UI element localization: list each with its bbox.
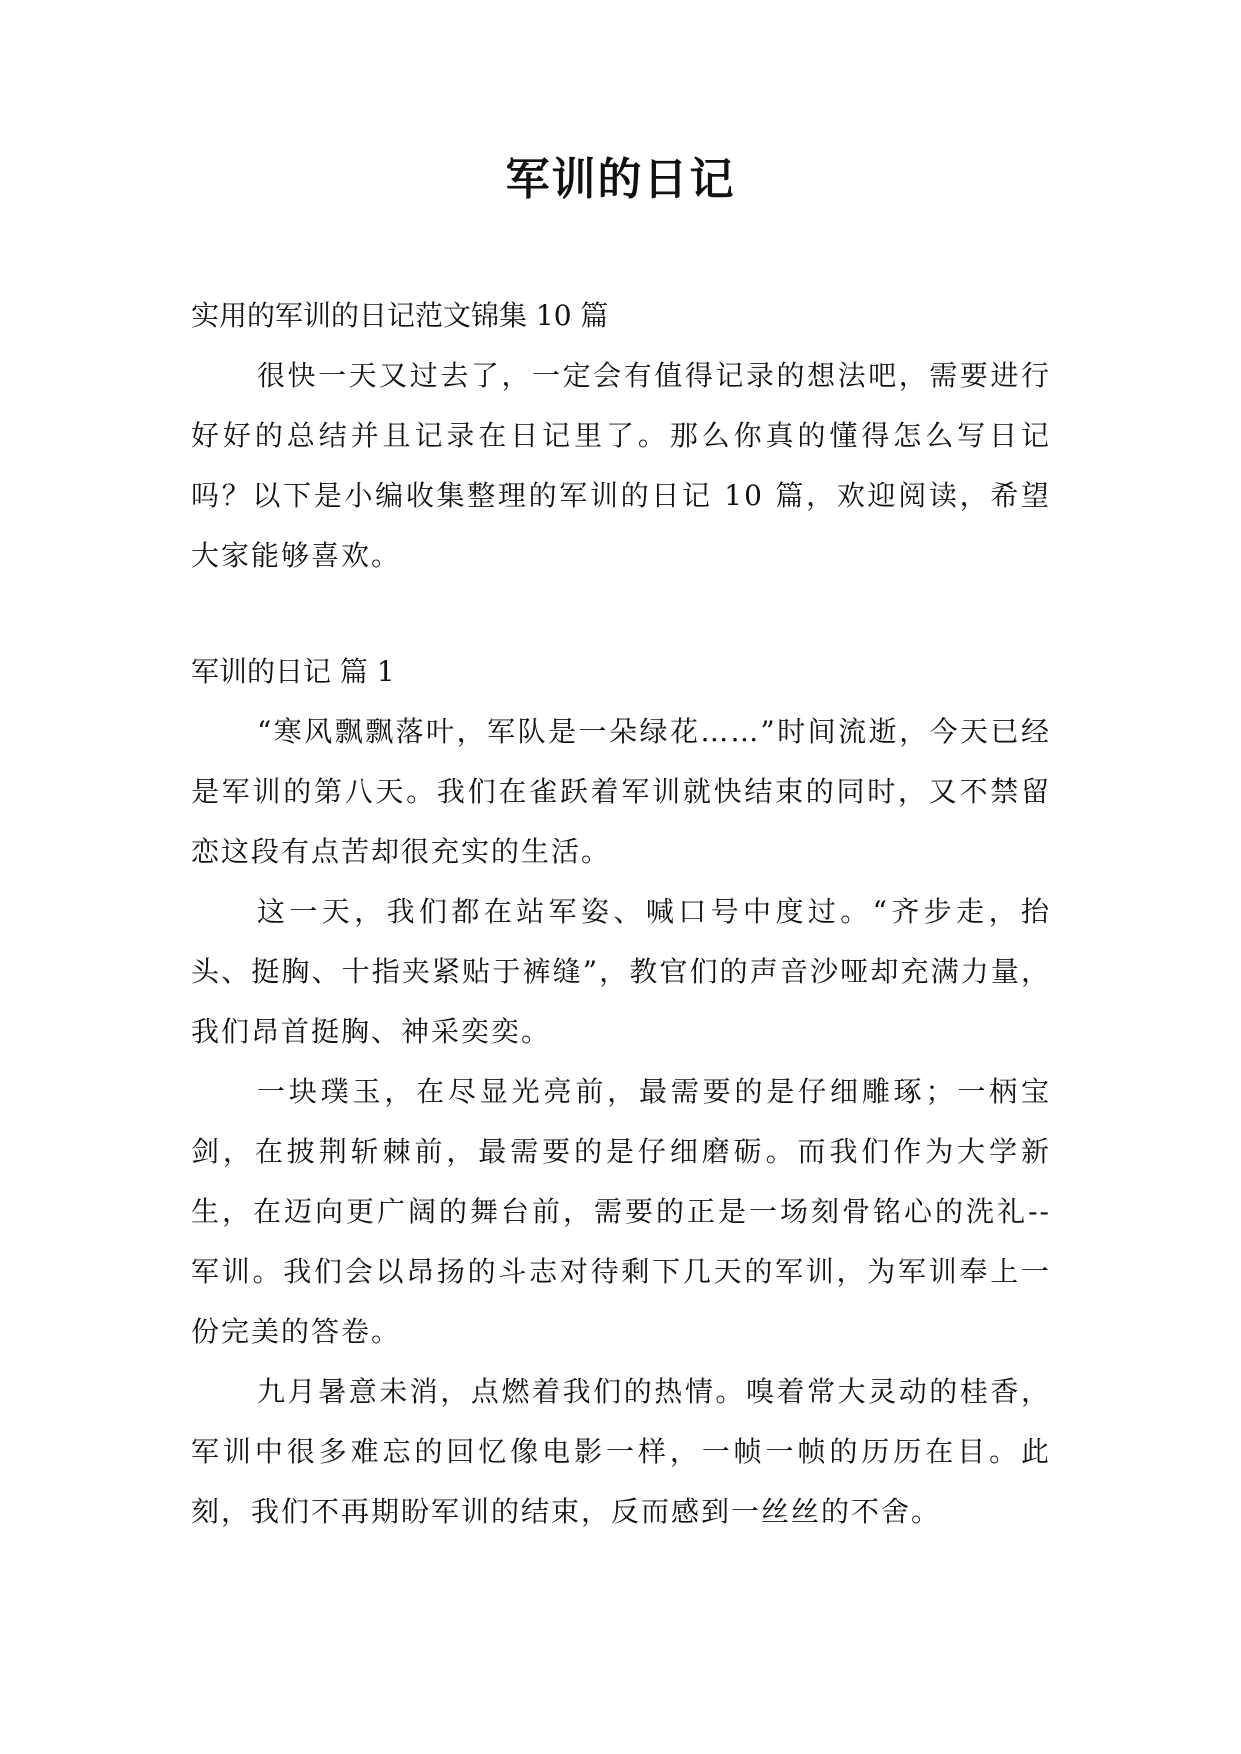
section-heading: 军训的日记 篇 1 [191,655,395,688]
body-paragraph-2: 这一天，我们都在站军姿、喊口号中度过。“齐步走，抬头、挺胸、十指夹紧贴于裤缝”，教官们的声音沙哑却充满力量，我们昂首挺胸、神采奕奕。 [191,895,1051,1048]
document-body [191,286,1051,1542]
body-paragraph-1: “寒风飘飘落叶，军队是一朵绿花……”时间流逝，今天已经是军训的第八天。我们在雀跃着军训就快结束的同时，又不禁留恋这段有点苦却很充实的生活。 [191,715,1051,868]
intro-paragraph: 很快一天又过去了，一定会有值得记录的想法吧，需要进行好好的总结并且记录在日记里了。那么你真的懂得怎么写日记吗？以下是小编收集整理的军训的日记 10 篇，欢迎阅读，希望大家能够喜欢。 [191,359,1051,572]
body-paragraph-4: 九月暑意未消，点燃着我们的热情。嗅着常大灵动的桂香，军训中很多难忘的回忆像电影一样，一帧一帧的历历在目。此刻，我们不再期盼军训的结束，反而感到一丝丝的不舍。 [191,1375,1051,1528]
body-paragraph-3: 一块璞玉，在尽显光亮前，最需要的是仔细雕琢；一柄宝剑，在披荆斩棘前，最需要的是仔细磨砺。而我们作为大学新生，在迈向更广阔的舞台前，需要的正是一场刻骨铭心的洗礼--军训。我们会以昂扬的斗志对待剩下几天的军训，为军训奉上一份完美的答卷。 [191,1075,1051,1348]
document-title: 军训的日记 [505,154,736,205]
document-subtitle: 实用的军训的日记范文锦集 10 篇 [191,299,609,332]
